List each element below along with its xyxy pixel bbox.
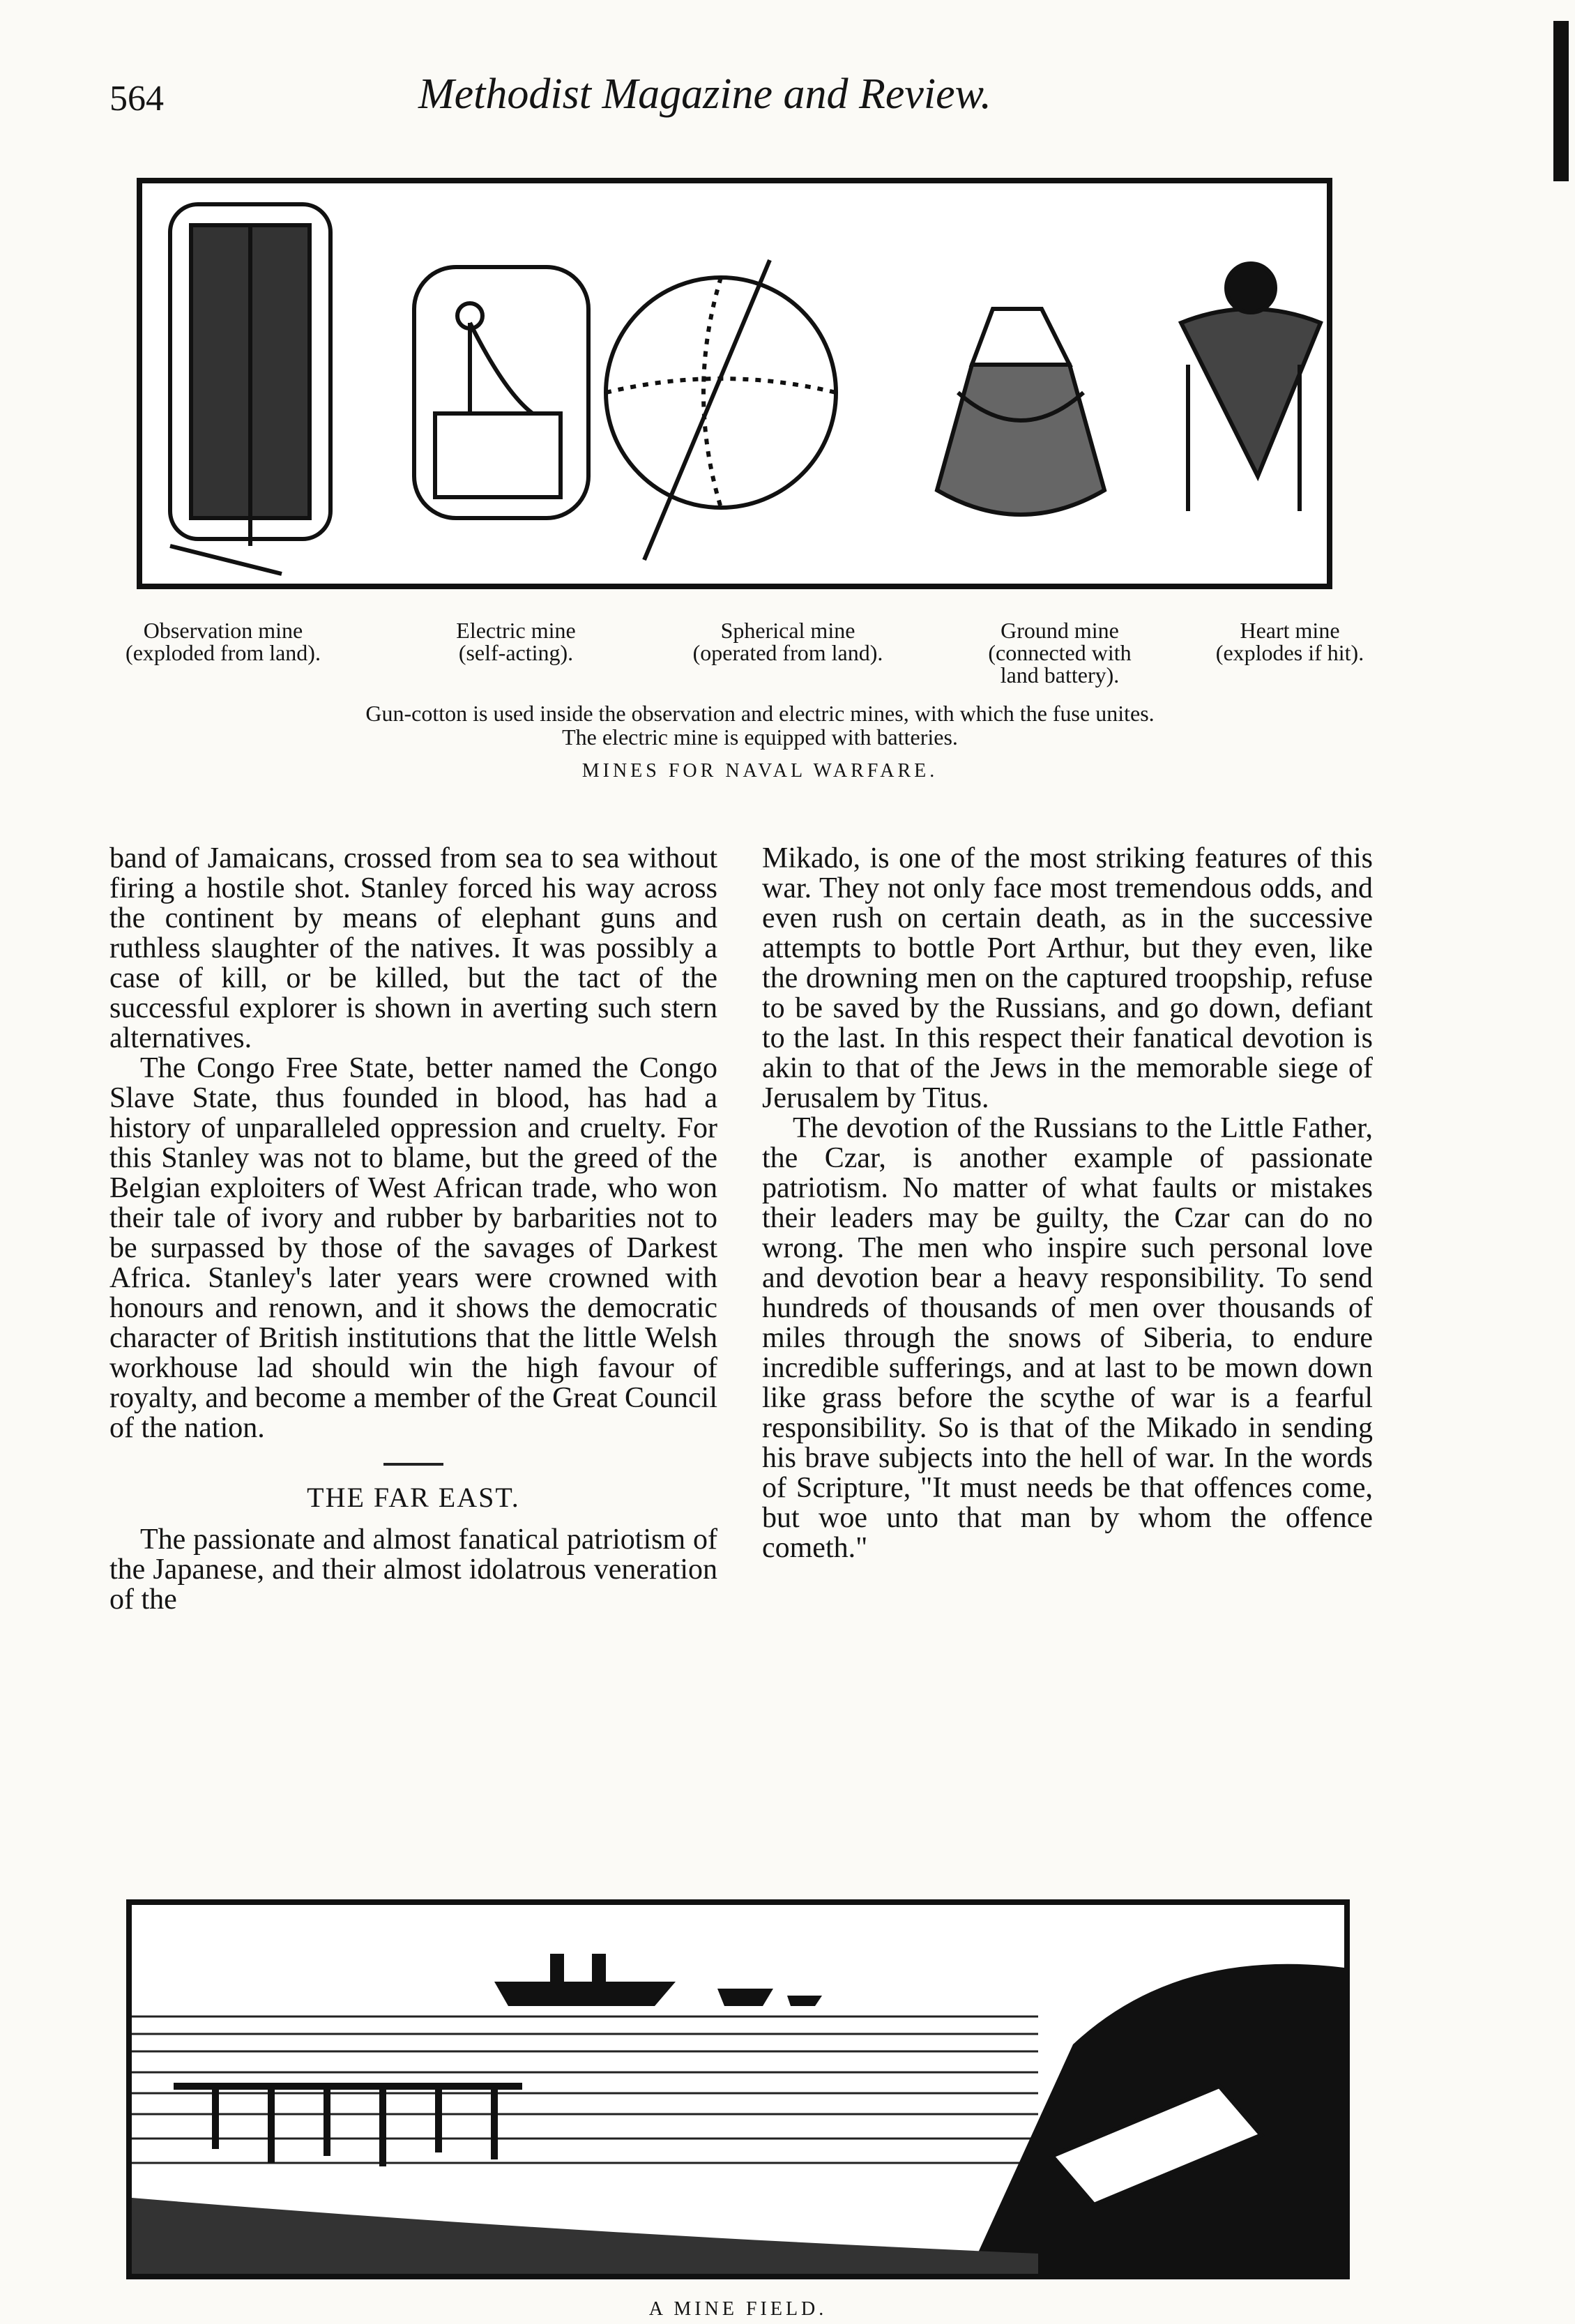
figure-title: MINES FOR NAVAL WARFARE. [581, 760, 938, 782]
margin-bar [1553, 21, 1569, 181]
paragraph: Mikado, is one of the most striking features of this war. They not only face most tremendous odds, and even rush on certain death, as in the successive attempts to bottle Port Arthur, but they even, like the drowning men on the captured troopship, refuse to be saved by the Russians, and go down, defiant to the last. In this respect their fanatical devotion is akin to that of the Jews in the memorable siege of Jerusalem by Titus. [762, 842, 1373, 1114]
observation-mine-drawing [170, 204, 330, 574]
heart-mine-drawing [1181, 264, 1321, 511]
caption-ground-mine: Ground mine (connected with land battery). [988, 618, 1132, 688]
running-title: Methodist Magazine and Review. [418, 70, 991, 118]
right-column [762, 844, 1373, 1563]
section-divider [383, 1463, 443, 1466]
page-number: 564 [109, 79, 164, 119]
electric-mine-drawing [414, 267, 588, 518]
spherical-mine-drawing [606, 260, 836, 560]
mine-field-drawing [132, 1905, 1344, 2274]
mines-drawing [142, 183, 1327, 584]
caption-observation-mine: Observation mine (exploded from land). [125, 618, 321, 665]
paragraph: The passionate and almost fanatical patriotism of the Japanese, and their almost idolatrous veneration of the [109, 1524, 717, 1616]
ground-mine-drawing [937, 309, 1104, 515]
shore [968, 1964, 1344, 2274]
caption-electric-mine: Electric mine (self-acting). [456, 618, 576, 665]
figure-title: A MINE FIELD. [648, 2298, 828, 2320]
mines-illustration [137, 178, 1332, 589]
mine-field-illustration [126, 1899, 1350, 2279]
caption-spherical-mine: Spherical mine (operated from land). [692, 618, 883, 665]
mine-chains [174, 2086, 522, 2166]
figure-note: Gun-cotton is used inside the observation and electric mines, with which the fuse unites. The electric mine is equipped with batteries. [365, 701, 1155, 750]
paragraph: The Congo Free State, better named the Congo Slave State, thus founded in blood, has had a history of unparalleled oppression and cruelty. For this Stanley was not to blame, but the greed of the Belgian exploiters of West African trade, who won their tale of ivory and rubber by barbarities not to be surpassed by those of the savages of Darkest Africa. Stanley's later years were crowned with honours and renown, and it shows the democratic character of British institutions that the little Welsh workhouse lad should win the high favour of royalty, and become a member of the Great Council of the nation. [109, 1052, 717, 1444]
paragraph: band of Jamaicans, crossed from sea to sea without firing a hostile shot. Stanley forced his way across the continent by means of elephant guns and ruthless slaughter of the natives. It was possibly a case of kill, or be killed, but the tact of the successful explorer is shown in averting such stern alternatives. [109, 842, 717, 1054]
left-column [109, 844, 717, 1615]
caption-heart-mine: Heart mine (explodes if hit). [1215, 618, 1364, 665]
paragraph: The devotion of the Russians to the Little Father, the Czar, is another example of passionate patriotism. No matter of what faults or mistakes their leaders may be guilty, the Czar can do no wrong. The men who inspire such personal love and devotion bear a heavy responsibility. To send hundreds of thousands of men over thousands of miles through the snows of Siberia, to endure incredible sufferings, and at last to be mown down like grass before the scythe of war is a fearful responsibility. So is that of the Mikado in sending his brave subjects into the hell of war. In the words of Scripture, "It must needs be that offences come, but woe unto that man by whom the offence cometh." [762, 1112, 1373, 1564]
section-heading: THE FAR EAST. [307, 1482, 520, 1513]
